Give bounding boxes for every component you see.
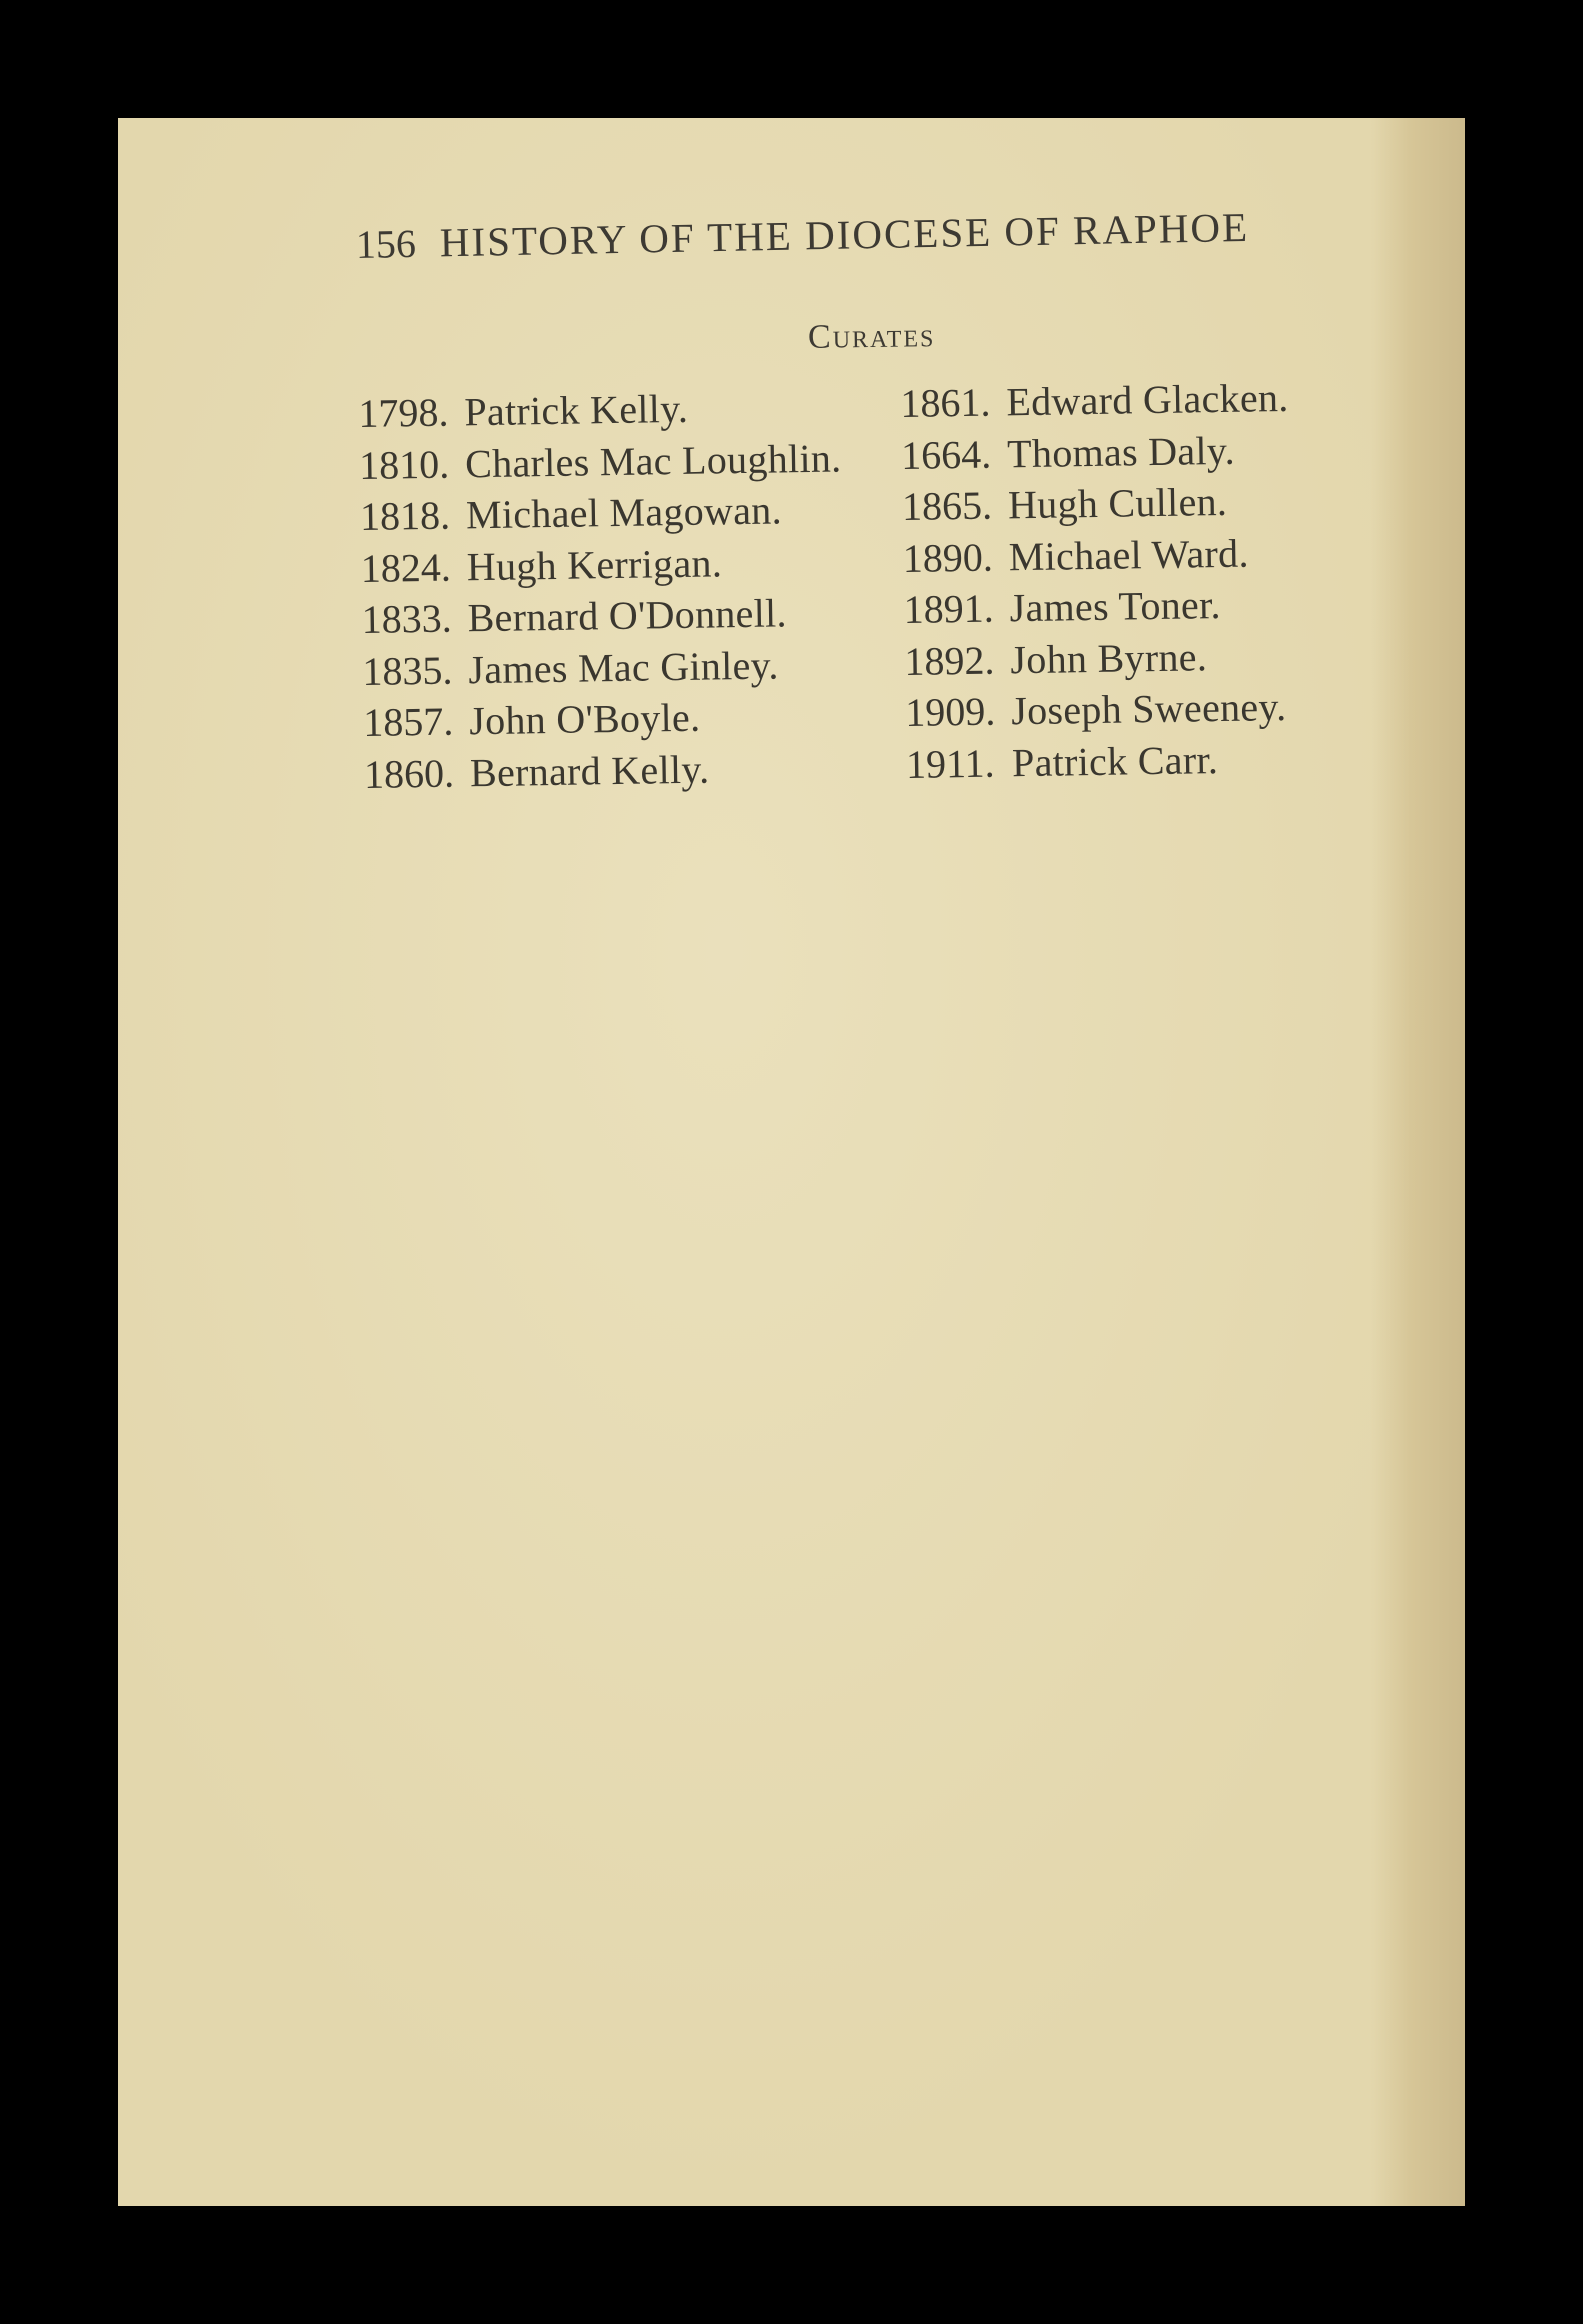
curate-name: Hugh Kerrigan. [466, 539, 723, 589]
curate-name: Bernard Kelly. [469, 746, 710, 795]
book-title-header: HISTORY OF THE DIOCESE OF RAPHOE [439, 203, 1250, 266]
curate-name: Thomas Daly. [1006, 427, 1236, 476]
book-page [118, 118, 1465, 2206]
curate-year: 1865. [901, 482, 993, 529]
curate-name: Michael Ward. [1008, 530, 1249, 579]
curate-year: 1798. [358, 389, 449, 436]
section-heading-curates: Curates [807, 317, 936, 356]
curate-name: John O'Boyle. [468, 694, 701, 744]
curate-entry [903, 578, 1292, 636]
curate-entry [901, 423, 1290, 481]
curate-year: 1861. [900, 379, 991, 426]
curate-name: Michael Magowan. [465, 487, 783, 538]
curate-entry [904, 629, 1293, 687]
curate-year: 1892. [904, 637, 995, 684]
curate-entry [361, 586, 844, 645]
curate-entry [362, 638, 845, 697]
curate-name: James Toner. [1009, 581, 1222, 631]
curate-entry [906, 732, 1295, 790]
curate-year: 1891. [903, 585, 994, 632]
curate-entry [358, 380, 841, 439]
curate-entry [363, 689, 846, 748]
curate-entry [360, 483, 843, 542]
curate-year: 1818. [359, 492, 451, 539]
curate-entry [905, 681, 1294, 739]
curate-name: James Mac Ginley. [468, 641, 779, 692]
curate-year: 1857. [362, 698, 454, 745]
curates-list-left [358, 380, 847, 800]
curate-entry [364, 741, 847, 800]
curate-year: 1664. [900, 431, 992, 478]
curate-year: 1824. [360, 544, 452, 591]
page-number: 156 [355, 220, 417, 267]
curate-entry [360, 535, 843, 594]
curate-name: Patrick Carr. [1011, 736, 1219, 785]
curate-name: Edward Glacken. [1006, 374, 1289, 425]
curate-entry [900, 372, 1289, 430]
curate-year: 1833. [361, 595, 452, 642]
curate-name: Bernard O'Donnell. [467, 590, 788, 641]
curate-year: 1860. [363, 750, 455, 797]
curate-name: Joseph Sweeney. [1010, 683, 1287, 734]
curate-name: Patrick Kelly. [464, 385, 689, 435]
curate-entry [902, 475, 1291, 533]
curate-year: 1911. [905, 740, 995, 787]
curates-list-right [900, 372, 1295, 790]
curate-year: 1909. [904, 688, 996, 735]
curate-year: 1810. [358, 441, 450, 488]
curate-name: Hugh Cullen. [1007, 478, 1228, 528]
curate-year: 1890. [902, 534, 994, 581]
curate-entry [902, 526, 1291, 584]
running-head [355, 199, 1476, 280]
curate-year: 1835. [362, 647, 453, 694]
curate-entry [359, 432, 842, 491]
curate-name: Charles Mac Loughlin. [464, 434, 842, 486]
curate-name: John Byrne. [1010, 633, 1208, 682]
